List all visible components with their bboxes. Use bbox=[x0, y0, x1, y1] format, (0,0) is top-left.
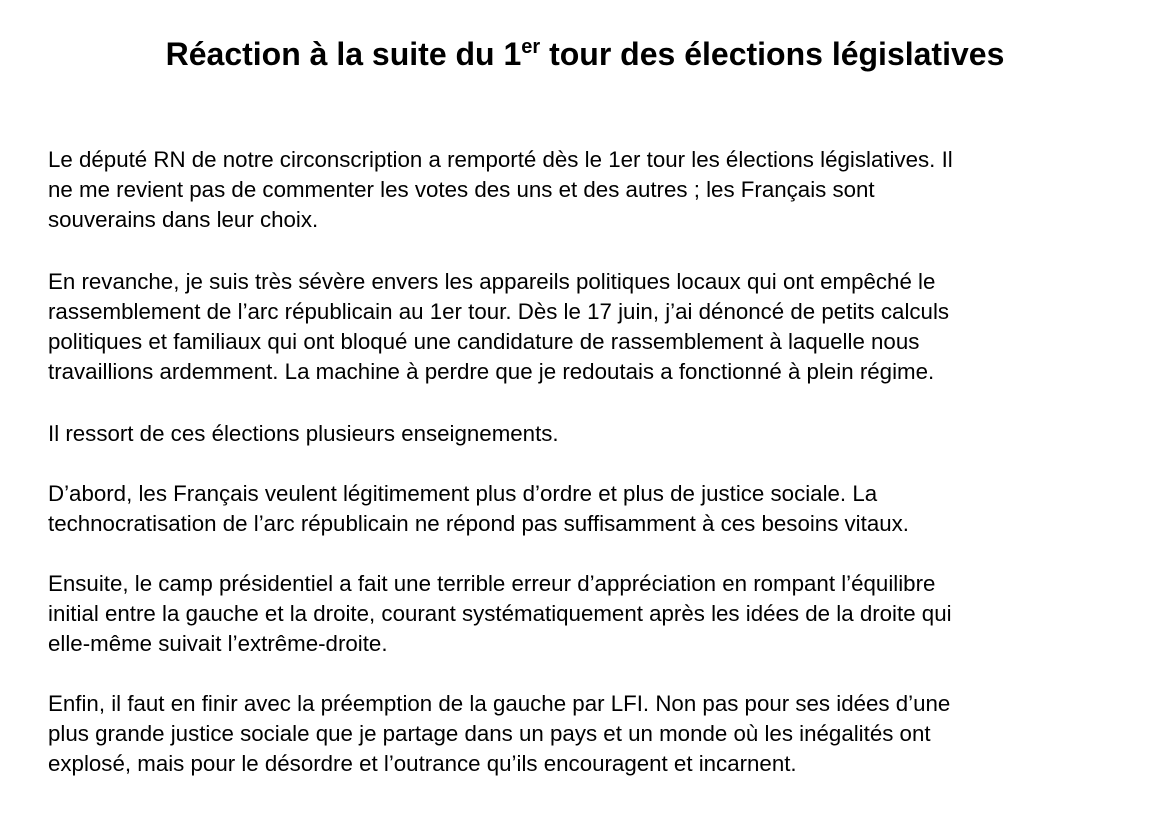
title-text-end: tour des élections législatives bbox=[540, 36, 1005, 72]
title-superscript: er bbox=[521, 36, 541, 58]
paragraph-line: Il ressort de ces élections plusieurs enseignements. bbox=[48, 421, 559, 446]
paragraph-line: Ensuite, le camp présidentiel a fait une terrible erreur d’appréciation en rompant l’équilibre bbox=[48, 571, 936, 596]
paragraph-line: initial entre la gauche et la droite, courant systématiquement après les idées de la droite qui bbox=[48, 601, 952, 626]
paragraph-line: Le député RN de notre circonscription a remporté dès le 1er tour les élections législatives. Il bbox=[48, 147, 953, 172]
paragraph-lessons-intro bbox=[48, 419, 1138, 449]
paragraph-line: travaillions ardemment. La machine à perdre que je redoutais a fonctionné à plein régime. bbox=[48, 359, 935, 384]
paragraph-second-lesson bbox=[48, 569, 1138, 659]
paragraph-third-lesson bbox=[48, 689, 1138, 779]
paragraph-line: rassemblement de l’arc républicain au 1er tour. Dès le 17 juin, j’ai dénoncé de petits calculs bbox=[48, 299, 950, 324]
paragraph-line: ne me revient pas de commenter les votes des uns et des autres ; les Français sont bbox=[48, 177, 875, 202]
paragraph-line: Enfin, il faut en finir avec la préemption de la gauche par LFI. Non pas pour ses idées d’une bbox=[48, 691, 951, 716]
paragraph-line: elle-même suivait l’extrême-droite. bbox=[48, 631, 388, 656]
paragraph-line: En revanche, je suis très sévère envers les appareils politiques locaux qui ont empêché le bbox=[48, 269, 936, 294]
paragraph-election-result bbox=[48, 145, 1138, 235]
paragraph-line: politiques et familiaux qui ont bloqué une candidature de rassemblement à laquelle nous bbox=[48, 329, 920, 354]
paragraph-line: souverains dans leur choix. bbox=[48, 207, 319, 232]
document-title bbox=[0, 30, 1170, 78]
title-text-start: Réaction à la suite du 1 bbox=[165, 36, 522, 72]
paragraph-line: plus grande justice sociale que je partage dans un pays et un monde où les inégalités ont bbox=[48, 721, 931, 746]
paragraph-line: D’abord, les Français veulent légitimement plus d’ordre et plus de justice sociale. La bbox=[48, 481, 878, 506]
paragraph-line: explosé, mais pour le désordre et l’outrance qu’ils encouragent et incarnent. bbox=[48, 751, 797, 776]
paragraph-local-criticism bbox=[48, 267, 1138, 387]
paragraph-line: technocratisation de l’arc républicain ne répond pas suffisamment à ces besoins vitaux. bbox=[48, 511, 909, 536]
paragraph-first-lesson bbox=[48, 479, 1138, 539]
